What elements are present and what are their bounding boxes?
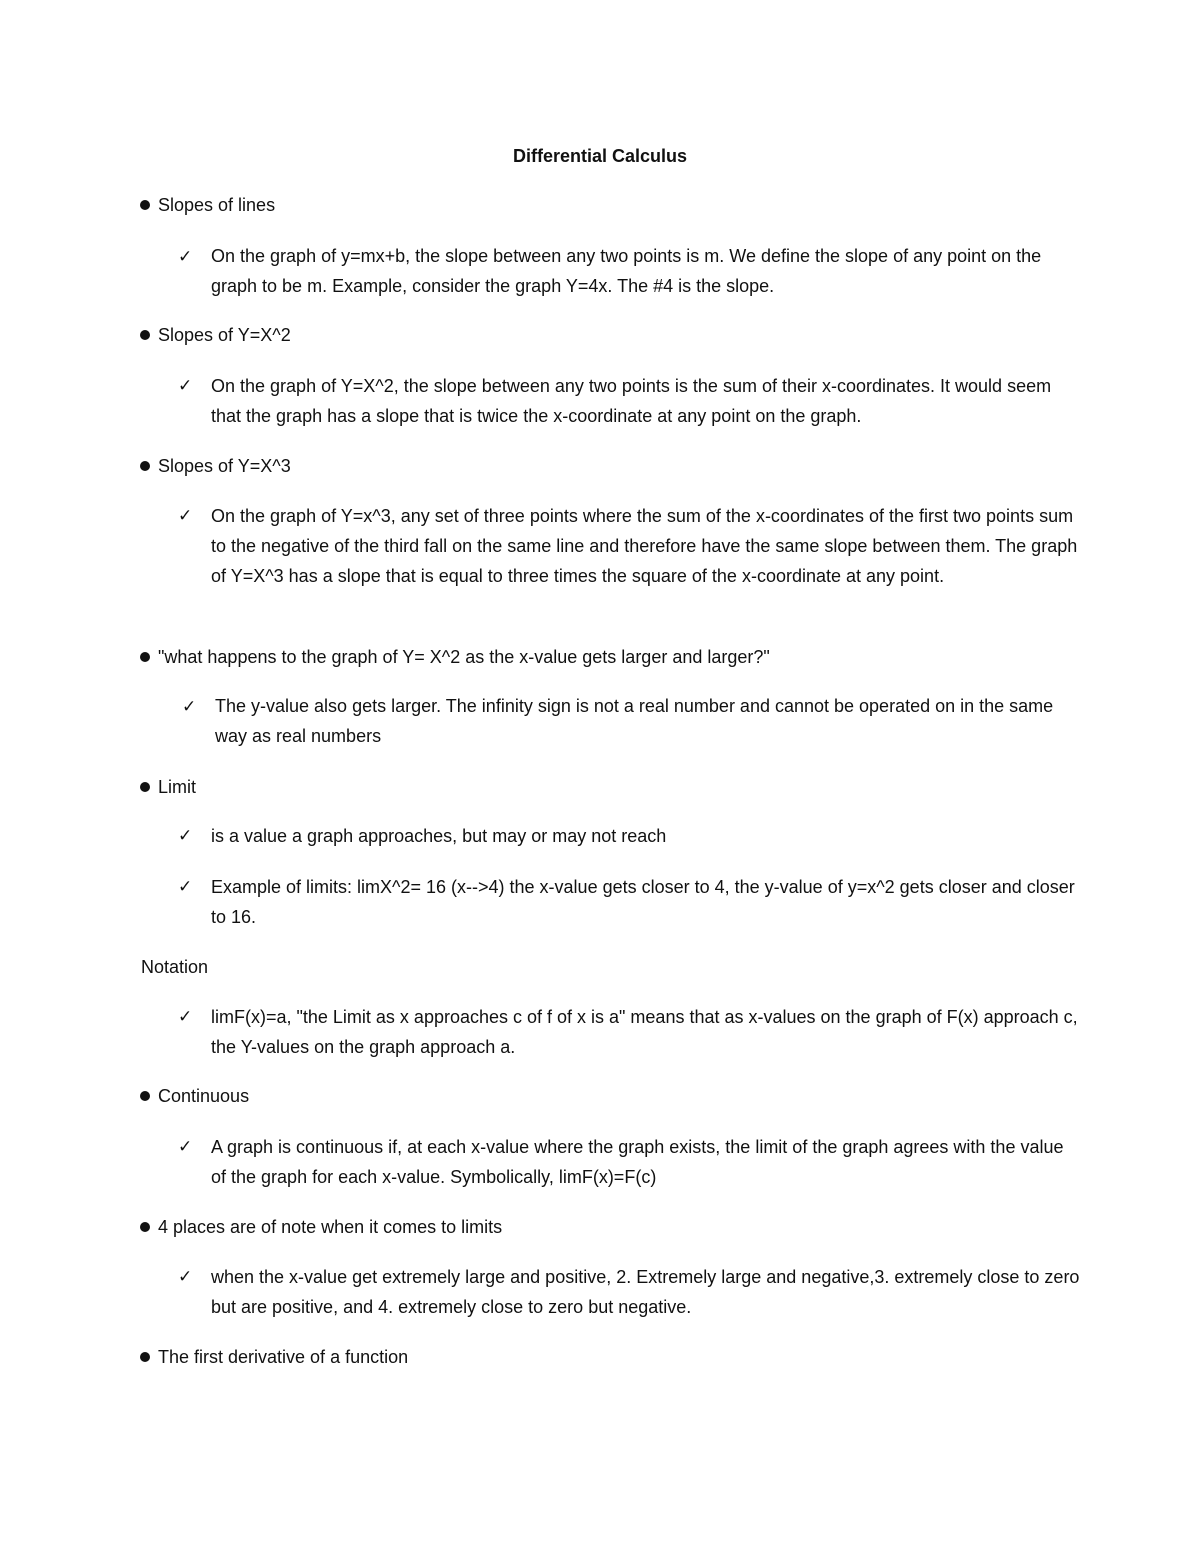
- sub-item-text: Example of limits: limX^2= 16 (x-->4) the x-value gets closer to 4, the y-value of y=x^2 gets closer and closer to 16.: [211, 877, 1075, 927]
- heading-text: Limit: [158, 777, 197, 797]
- bullet-heading-question: [140, 645, 770, 669]
- checkmark-icon: ✓: [182, 697, 197, 716]
- bullet-heading-four-places: [140, 1215, 502, 1239]
- heading-text: "what happens to the graph of Y= X^2 as the x-value gets larger and larger?": [158, 647, 770, 667]
- sub-item-text: limF(x)=a, "the Limit as x approaches c of f of x is a" means that as x-values on the graph of F(x) approach c, the Y-values on the graph approach a.: [211, 1007, 1078, 1057]
- bullet-heading-slopes-x3: [140, 454, 291, 478]
- bullet-dot-icon: [140, 1091, 150, 1101]
- page-title: Differential Calculus: [512, 146, 688, 166]
- sub-item-text: The y-value also gets larger. The infinity sign is not a real number and cannot be operated on in the same way as real numbers: [215, 696, 1054, 746]
- bullet-heading-limit: [140, 775, 196, 799]
- bullet-dot-icon: [140, 652, 150, 662]
- sub-item-text: is a value a graph approaches, but may or may not reach: [211, 826, 667, 846]
- bullet-heading-continuous: [140, 1084, 249, 1108]
- bullet-heading-first-derivative: [140, 1345, 408, 1369]
- sub-item-text: A graph is continuous if, at each x-value where the graph exists, the limit of the graph agrees with the value of the graph for each x-value. Symbolically, limF(x)=F(c): [211, 1137, 1064, 1187]
- checkmark-icon: ✓: [178, 1137, 193, 1156]
- sub-item-text: On the graph of y=mx+b, the slope between any two points is m. We define the slope of any point on the graph to be m. Example, consider the graph Y=4x. The #4 is the slope.: [211, 246, 1042, 296]
- bullet-dot-icon: [140, 330, 150, 340]
- bullet-heading-slopes-x2: [140, 323, 291, 347]
- checkmark-icon: ✓: [178, 877, 193, 896]
- heading-text: Slopes of Y=X^3: [158, 456, 291, 476]
- sub-item-text: On the graph of Y=x^3, any set of three points where the sum of the x-coordinates of the first two points sum to the negative of the third fall on the same line and therefore have the same slope between them. The graph of Y=X^3 has a slope that is equal to three times the square of the x-coordinate at any point.: [211, 506, 1078, 586]
- bullet-heading-slopes-of-lines: [140, 193, 275, 217]
- heading-text: 4 places are of note when it comes to limits: [158, 1217, 503, 1237]
- bullet-dot-icon: [140, 461, 150, 471]
- checkmark-icon: ✓: [178, 376, 193, 395]
- heading-text: The first derivative of a function: [158, 1347, 409, 1367]
- heading-text: Continuous: [158, 1086, 250, 1106]
- sub-item-text: On the graph of Y=X^2, the slope between any two points is the sum of their x-coordinates. It would seem that the graph has a slope that is twice the x-coordinate at any point on the graph.: [211, 376, 1052, 426]
- checkmark-icon: ✓: [178, 247, 193, 266]
- heading-text: Slopes of Y=X^2: [158, 325, 291, 345]
- bullet-dot-icon: [140, 1352, 150, 1362]
- heading-notation: Notation: [141, 957, 209, 977]
- bullet-dot-icon: [140, 200, 150, 210]
- heading-text: Slopes of lines: [158, 195, 276, 215]
- checkmark-icon: ✓: [178, 826, 193, 845]
- bullet-dot-icon: [140, 782, 150, 792]
- bullet-dot-icon: [140, 1222, 150, 1232]
- checkmark-icon: ✓: [178, 1007, 193, 1026]
- checkmark-icon: ✓: [178, 1267, 193, 1286]
- checkmark-icon: ✓: [178, 506, 193, 525]
- sub-item-text: when the x-value get extremely large and positive, 2. Extremely large and negative,3. extremely close to zero but are positive, and 4. extremely close to zero but negative.: [211, 1267, 1080, 1317]
